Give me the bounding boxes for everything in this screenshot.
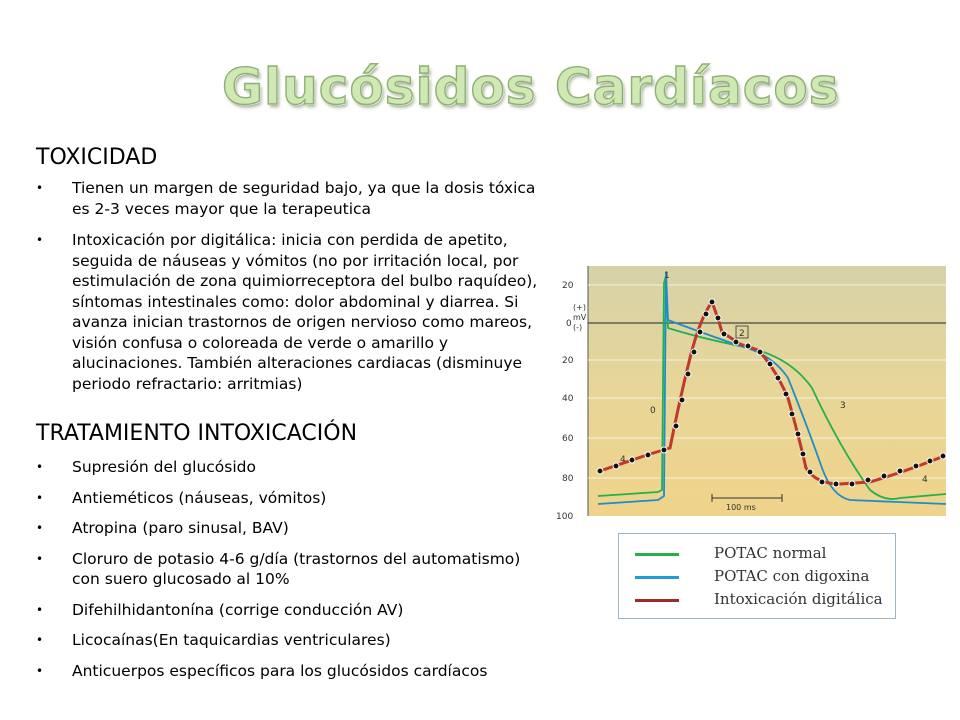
y-tick: 20: [562, 281, 574, 291]
toxicity-heading: TOXICIDAD: [36, 145, 158, 170]
phase-label: 1: [664, 271, 670, 281]
legend-label: POTAC con digoxina: [714, 567, 870, 585]
data-point: [691, 349, 697, 355]
phase-label: 0: [650, 406, 656, 416]
slide-title: Glucósidos Cardíacos: [222, 58, 840, 116]
data-point: [897, 468, 903, 474]
phase-label: 4: [922, 475, 928, 485]
data-point: [697, 329, 703, 335]
y-tick: 100: [556, 512, 574, 522]
y-unit-plus: (+): [573, 303, 586, 312]
phase-label: 2: [739, 329, 745, 339]
list-item: • Intoxicación por digitálica: inicia con perdida de apetito, seguida de náuseas y vómitos (no por irritación local, por estimulación de zona quimiorreceptora del bulbo raquídeo), síntomas intestinales como: dolor abdominal y diarrea. Si avanza inician trastornos de origen nervioso como mareos, visión confusa o coloreada de verde o amarillo y alucinaciones. También alteraciones cardiacas (disminuye periodo refractario: arritmias): [36, 230, 556, 394]
legend-swatch: [635, 576, 679, 579]
data-point: [703, 311, 709, 317]
data-point: [940, 453, 946, 459]
list-item: • Licocaínas(En taquicardias ventriculares): [36, 630, 536, 651]
toxicity-list: [36, 178, 556, 405]
treatment-heading: TRATAMIENTO INTOXICACIÓN: [36, 421, 358, 446]
data-point: [629, 457, 635, 463]
data-point: [733, 339, 739, 345]
y-tick: 0: [566, 319, 572, 329]
list-item: • Atropina (paro sinusal, BAV): [36, 518, 536, 539]
legend-item: [635, 544, 895, 564]
data-point: [745, 343, 751, 349]
data-point: [807, 469, 813, 475]
chart-legend: [618, 533, 896, 619]
data-point: [685, 371, 691, 377]
data-point: [819, 479, 825, 485]
y-unit: mV: [573, 313, 587, 322]
y-tick: 60: [562, 434, 574, 444]
legend-item: [635, 590, 895, 610]
data-point: [800, 451, 806, 457]
data-point: [721, 331, 727, 337]
data-point: [645, 452, 651, 458]
list-item: • Cloruro de potasio 4-6 g/día (trastornos del automatismo) con suero glucosado al 10%: [36, 549, 536, 590]
data-point: [833, 481, 839, 487]
list-item: • Anticuerpos específicos para los glucósidos cardíacos: [36, 661, 536, 682]
data-point: [913, 463, 919, 469]
treatment-list: [36, 457, 536, 691]
data-point: [775, 375, 781, 381]
list-item: • Antieméticos (náuseas, vómitos): [36, 488, 536, 509]
y-tick: 40: [562, 394, 574, 404]
data-point: [597, 468, 603, 474]
data-point: [679, 397, 685, 403]
data-point: [783, 391, 789, 397]
data-point: [613, 463, 619, 469]
data-point: [881, 473, 887, 479]
legend-label: POTAC normal: [714, 544, 827, 562]
action-potential-figure: [540, 258, 950, 524]
data-point: [927, 458, 933, 464]
list-item: • Difehilhidantonína (corrige conducción AV): [36, 600, 536, 621]
data-point: [715, 315, 721, 321]
data-point: [767, 361, 773, 367]
list-item: • Supresión del glucósido: [36, 457, 536, 478]
legend-label: Intoxicación digitálica: [714, 590, 883, 608]
phase-label: 4: [620, 455, 626, 465]
y-unit-minus: (-): [573, 323, 583, 332]
data-point: [795, 431, 801, 437]
phase-label: 3: [840, 401, 846, 411]
legend-swatch: [635, 599, 679, 602]
data-point: [709, 299, 715, 305]
y-tick: 20: [562, 356, 574, 366]
data-point: [865, 477, 871, 483]
scale-label: 100 ms: [726, 503, 756, 512]
data-point: [849, 481, 855, 487]
data-point: [757, 349, 763, 355]
legend-item: [635, 567, 895, 587]
data-point: [673, 423, 679, 429]
legend-swatch: [635, 553, 679, 556]
data-point: [789, 411, 795, 417]
data-point: [661, 447, 667, 453]
y-tick: 80: [562, 474, 574, 484]
list-item: • Tienen un margen de seguridad bajo, ya que la dosis tóxica es 2-3 veces mayor que la terapeutica: [36, 178, 556, 219]
